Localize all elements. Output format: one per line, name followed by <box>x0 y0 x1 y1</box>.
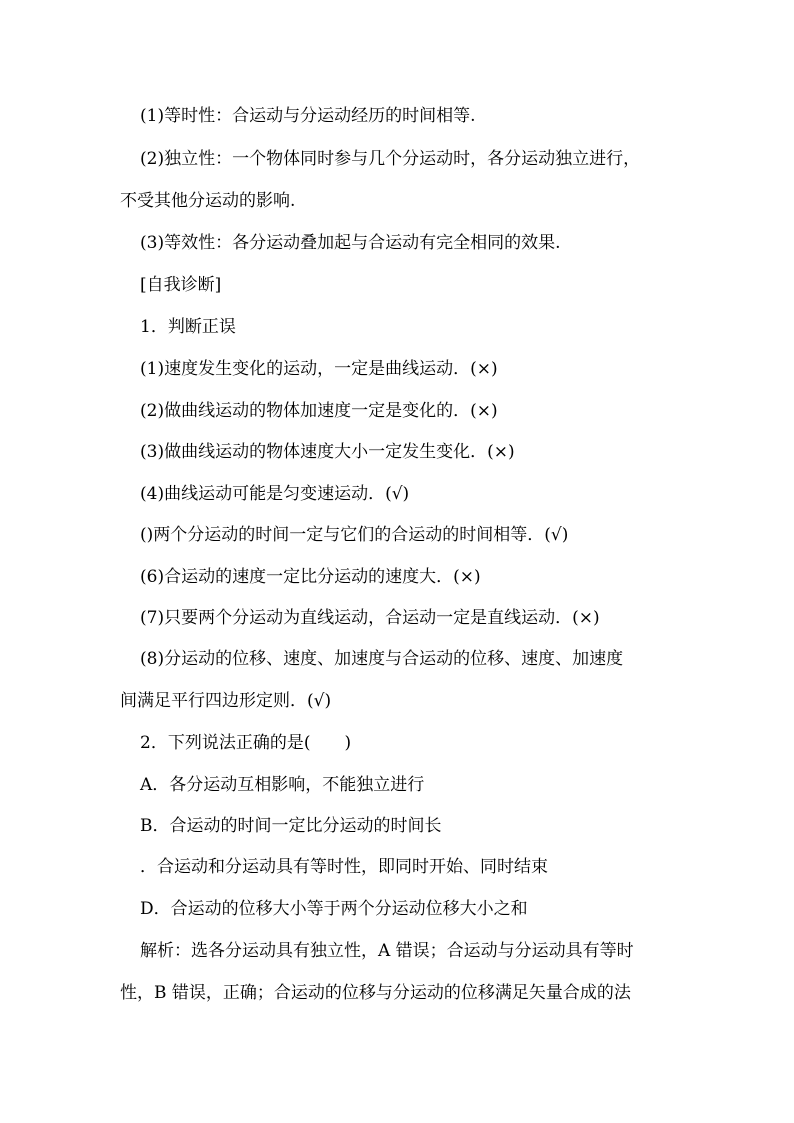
judgement-item: (1)速度发生变化的运动，一定是曲线运动．(×) <box>140 359 498 379</box>
section-heading: [自我诊断] <box>140 275 222 295</box>
judgement-item: (4)曲线运动可能是匀变速运动．(√) <box>140 484 410 504</box>
judgement-item: (7)只要两个分运动为直线运动，合运动一定是直线运动．(×) <box>140 608 600 628</box>
question-title: 2．下列说法正确的是( ) <box>140 733 352 753</box>
judgement-item: (3)做曲线运动的物体速度大小一定发生变化．(×) <box>140 442 515 462</box>
analysis-text: 解析：选各分运动具有独立性，A 错误；合运动与分运动具有等时 <box>140 941 634 961</box>
option-d: D．合运动的位移大小等于两个分运动位移大小之和 <box>140 899 528 919</box>
analysis-text-continued: 性，B 错误，正确；合运动的位移与分运动的位移满足矢量合成的法 <box>120 983 631 1003</box>
property-isochronism: (1)等时性：合运动与分运动经历的时间相等. <box>140 106 476 126</box>
question-title: 1．判断正误 <box>140 317 236 337</box>
judgement-item: (6)合运动的速度一定比分运动的速度大．(×) <box>140 567 481 587</box>
option-a: A．各分运动互相影响，不能独立进行 <box>140 775 425 795</box>
option-c: ．合运动和分运动具有等时性，即同时开始、同时结束 <box>140 857 548 877</box>
judgement-item: (2)做曲线运动的物体加速度一定是变化的．(×) <box>140 401 498 421</box>
judgement-item: (8)分运动的位移、速度、加速度与合运动的位移、速度、加速度 <box>140 649 624 669</box>
judgement-item: ()两个分运动的时间一定与它们的合运动的时间相等．(√) <box>140 525 569 545</box>
property-equivalence: (3)等效性：各分运动叠加起与合运动有完全相同的效果. <box>140 233 561 253</box>
property-independence: (2)独立性：一个物体同时参与几个分运动时，各分运动独立进行， <box>140 149 641 169</box>
property-independence-continued: 不受其他分运动的影响. <box>120 191 296 211</box>
option-b: B．合运动的时间一定比分运动的时间长 <box>140 816 442 836</box>
judgement-item-continued: 间满足平行四边形定则．(√) <box>120 691 332 711</box>
